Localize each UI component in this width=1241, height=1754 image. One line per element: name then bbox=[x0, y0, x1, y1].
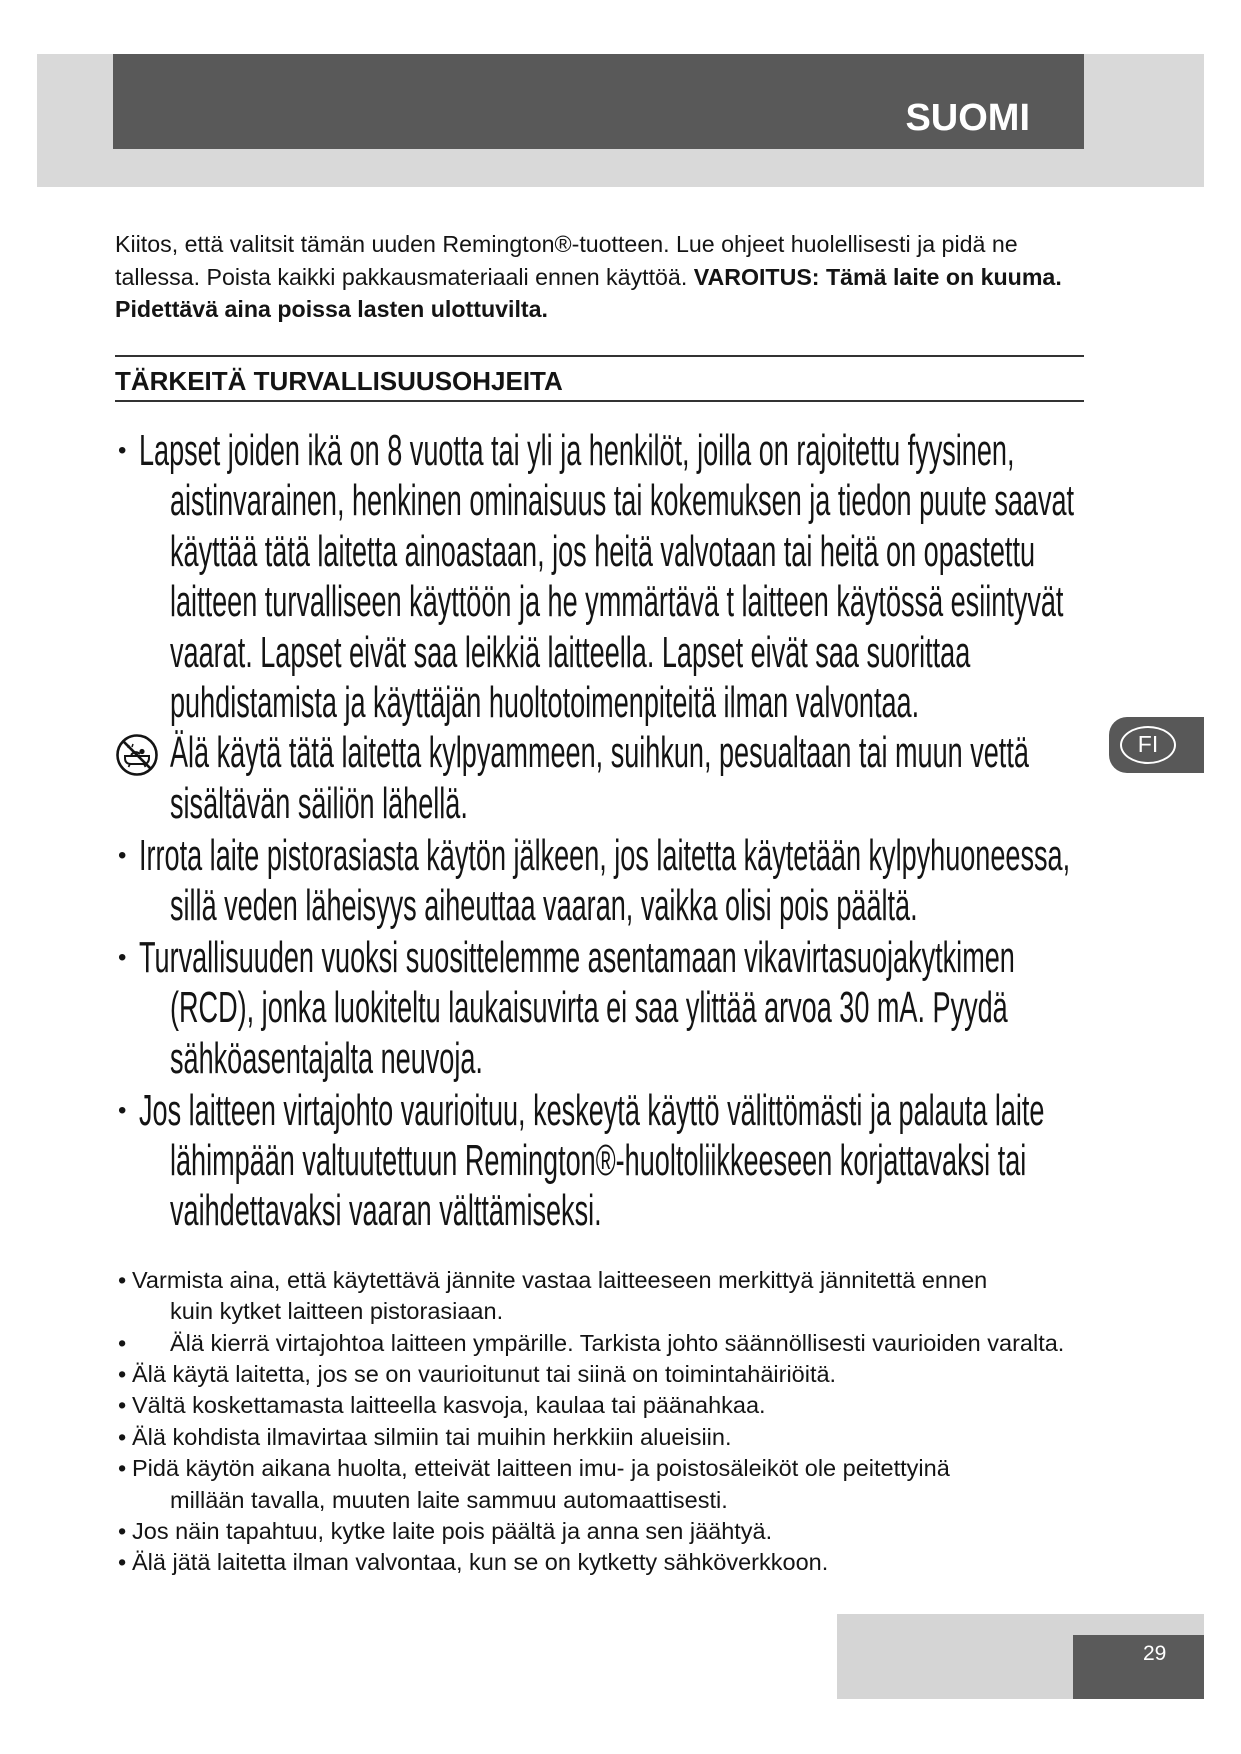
list-item-text: Pidä käytön aikana huolta, etteivät laitteen imu- ja poistosäleiköt ole peitettyinä bbox=[132, 1455, 950, 1482]
list-item bbox=[0, 1516, 1241, 1547]
safety-item-text: käyttää tätä laitetta ainoastaan, jos heitä valvotaan tai heitä on opastettu bbox=[170, 526, 1036, 576]
safety-item-line bbox=[0, 983, 1241, 1033]
list-item-line bbox=[0, 1328, 1241, 1359]
bullet-marker: • bbox=[118, 1392, 127, 1419]
list-item-line bbox=[0, 1547, 1241, 1578]
bullet-marker: • bbox=[118, 1549, 127, 1576]
list-item bbox=[0, 1359, 1241, 1390]
list-item-text: Jos näin tapahtuu, kytke laite pois päältä ja anna sen jäähtyä. bbox=[132, 1517, 773, 1544]
language-title: SUOMI bbox=[905, 97, 1030, 139]
safety-item-line bbox=[0, 678, 1241, 728]
safety-item-line bbox=[0, 1034, 1241, 1084]
bullet-marker: • bbox=[118, 1096, 127, 1124]
section-heading: TÄRKEITÄ TURVALLISUUSOHJEITA bbox=[115, 366, 563, 396]
safety-item-bath-warning bbox=[0, 728, 1241, 829]
bullet-marker: • bbox=[118, 1361, 127, 1388]
intro-paragraph bbox=[115, 228, 1062, 326]
list-item-text: Älä jätä laitetta ilman valvontaa, kun se on kytketty sähköverkkoon. bbox=[132, 1549, 829, 1576]
safety-item bbox=[0, 933, 1241, 1084]
safety-item-text: laitteen turvalliseen käyttöön ja he ymmärtävä t laitteen käytössä esiintyvät bbox=[170, 577, 1064, 627]
safety-item-line bbox=[0, 831, 1241, 881]
warning-text: VAROITUS: Tämä laite on kuuma. bbox=[693, 263, 1062, 290]
safety-item-line bbox=[0, 527, 1241, 577]
safety-item-text: sähköasentajalta neuvoja. bbox=[170, 1033, 483, 1083]
list-item-text: Vältä koskettamasta laitteella kasvoja, kaulaa tai päänahkaa. bbox=[132, 1392, 766, 1419]
list-item-line bbox=[0, 1422, 1241, 1453]
safety-item bbox=[0, 1086, 1241, 1237]
list-item-line bbox=[0, 1453, 1241, 1484]
safety-item-line bbox=[0, 476, 1241, 526]
list-item bbox=[0, 1328, 1241, 1359]
list-item bbox=[0, 1390, 1241, 1421]
heading-rule-top bbox=[115, 355, 1084, 357]
list-item-text: kuin kytket laitteen pistorasiaan. bbox=[170, 1298, 504, 1325]
safety-item-line bbox=[0, 426, 1241, 476]
safety-item-text: Irrota laite pistorasiasta käytön jälkeen, jos laitetta käytetään kylpyhuoneessa, bbox=[139, 830, 1071, 880]
major-safety-list bbox=[0, 426, 1241, 1237]
list-item-line bbox=[0, 1390, 1241, 1421]
header-bar bbox=[113, 54, 1084, 149]
safety-item-line bbox=[0, 1086, 1241, 1136]
safety-item-line bbox=[0, 779, 1241, 829]
safety-item-line bbox=[0, 577, 1241, 627]
heading-rule-bottom bbox=[115, 400, 1084, 402]
safety-item bbox=[0, 831, 1241, 932]
list-item-line bbox=[0, 1485, 1241, 1516]
warning-text: Pidettävä aina poissa lasten ulottuvilta. bbox=[115, 296, 548, 322]
list-item-line bbox=[0, 1265, 1241, 1296]
safety-item-text: lähimpään valtuutettuun Remington®-huoltoliikkeeseen korjattavaksi tai bbox=[170, 1135, 1027, 1185]
safety-item-text: aistinvarainen, henkinen ominaisuus tai kokemuksen ja tiedon puute saavat bbox=[170, 476, 1075, 526]
list-item bbox=[0, 1422, 1241, 1453]
page-number-box bbox=[1073, 1635, 1204, 1699]
list-item-line bbox=[0, 1359, 1241, 1390]
bullet-marker: • bbox=[118, 1517, 127, 1544]
list-item bbox=[0, 1265, 1241, 1328]
safety-item-text: sillä veden läheisyys aiheuttaa vaaran, vaikka olisi pois päältä. bbox=[170, 881, 918, 931]
bullet-marker: • bbox=[118, 1329, 127, 1356]
safety-item-text: puhdistamista ja käyttäjän huoltotoimenpiteitä ilman valvontaa. bbox=[170, 677, 920, 727]
safety-item-line bbox=[0, 728, 1241, 778]
safety-item-line bbox=[0, 1186, 1241, 1236]
safety-item-text: Älä käytä tätä laitetta kylpyammeen, suihkun, pesualtaan tai muun vettä bbox=[170, 728, 1029, 778]
bullet-marker: • bbox=[118, 1267, 127, 1293]
safety-item-text: vaarat. Lapset eivät saa leikkiä laitteella. Lapset eivät saa suorittaa bbox=[170, 627, 971, 677]
safety-item-line bbox=[0, 933, 1241, 983]
list-item-text: Älä kohdista ilmavirtaa silmiin tai muihin herkkiin alueisiin. bbox=[132, 1423, 732, 1450]
language-tab bbox=[1109, 717, 1204, 773]
list-item bbox=[0, 1453, 1241, 1516]
bullet-marker: • bbox=[118, 1455, 127, 1482]
list-item-text: Älä käytä laitetta, jos se on vaurioitunut tai siinä on toimintahäiriöitä. bbox=[132, 1361, 837, 1388]
page-number: 29 bbox=[1143, 1642, 1167, 1665]
intro-text: tallessa. Poista kaikki pakkausmateriaali ennen käyttöä. bbox=[115, 263, 688, 290]
list-item-line bbox=[0, 1296, 1241, 1327]
safety-item-line bbox=[0, 1136, 1241, 1186]
language-tab-label: FI bbox=[1120, 726, 1176, 764]
bullet-marker: • bbox=[118, 841, 127, 869]
list-item-text: Älä kierrä virtajohtoa laitteen ympärille. Tarkista johto säännöllisesti vaurioiden varalta. bbox=[170, 1329, 1065, 1356]
safety-item-text: Jos laitteen virtajohto vaurioituu, keskeytä käyttö välittömästi ja palauta laite bbox=[139, 1085, 1045, 1135]
safety-item-text: sisältävän säiliön lähellä. bbox=[170, 778, 468, 828]
safety-item-text: Turvallisuuden vuoksi suosittelemme asentamaan vikavirtasuojakytkimen bbox=[139, 932, 1015, 982]
bullet-marker: • bbox=[118, 437, 127, 464]
bullet-marker: • bbox=[118, 943, 127, 971]
safety-item-text: Lapset joiden ikä on 8 vuotta tai yli ja henkilöt, joilla on rajoitettu fyysinen, bbox=[139, 426, 1015, 475]
safety-item-text: (RCD), jonka luokiteltu laukaisuvirta ei saa ylittää arvoa 30 mA. Pyydä bbox=[170, 983, 1008, 1033]
bullet-marker: • bbox=[118, 1423, 127, 1450]
list-item-text: millään tavalla, muuten laite sammuu automaattisesti. bbox=[170, 1486, 728, 1513]
safety-item-line bbox=[0, 881, 1241, 931]
intro-line bbox=[115, 261, 1062, 294]
list-item-line bbox=[0, 1516, 1241, 1547]
safety-item-line bbox=[0, 628, 1241, 678]
intro-line: Kiitos, että valitsit tämän uuden Remington®-tuotteen. Lue ohjeet huolellisesti ja pidä ne bbox=[115, 231, 1018, 257]
safety-item-text: vaihdettavaksi vaaran välttämiseksi. bbox=[170, 1186, 602, 1236]
list-item-text: Varmista aina, että käytettävä jännite vastaa laitteeseen merkittyä jännitettä ennen bbox=[132, 1267, 988, 1293]
minor-safety-list bbox=[0, 1265, 1241, 1579]
list-item bbox=[0, 1547, 1241, 1578]
safety-item bbox=[0, 426, 1241, 728]
